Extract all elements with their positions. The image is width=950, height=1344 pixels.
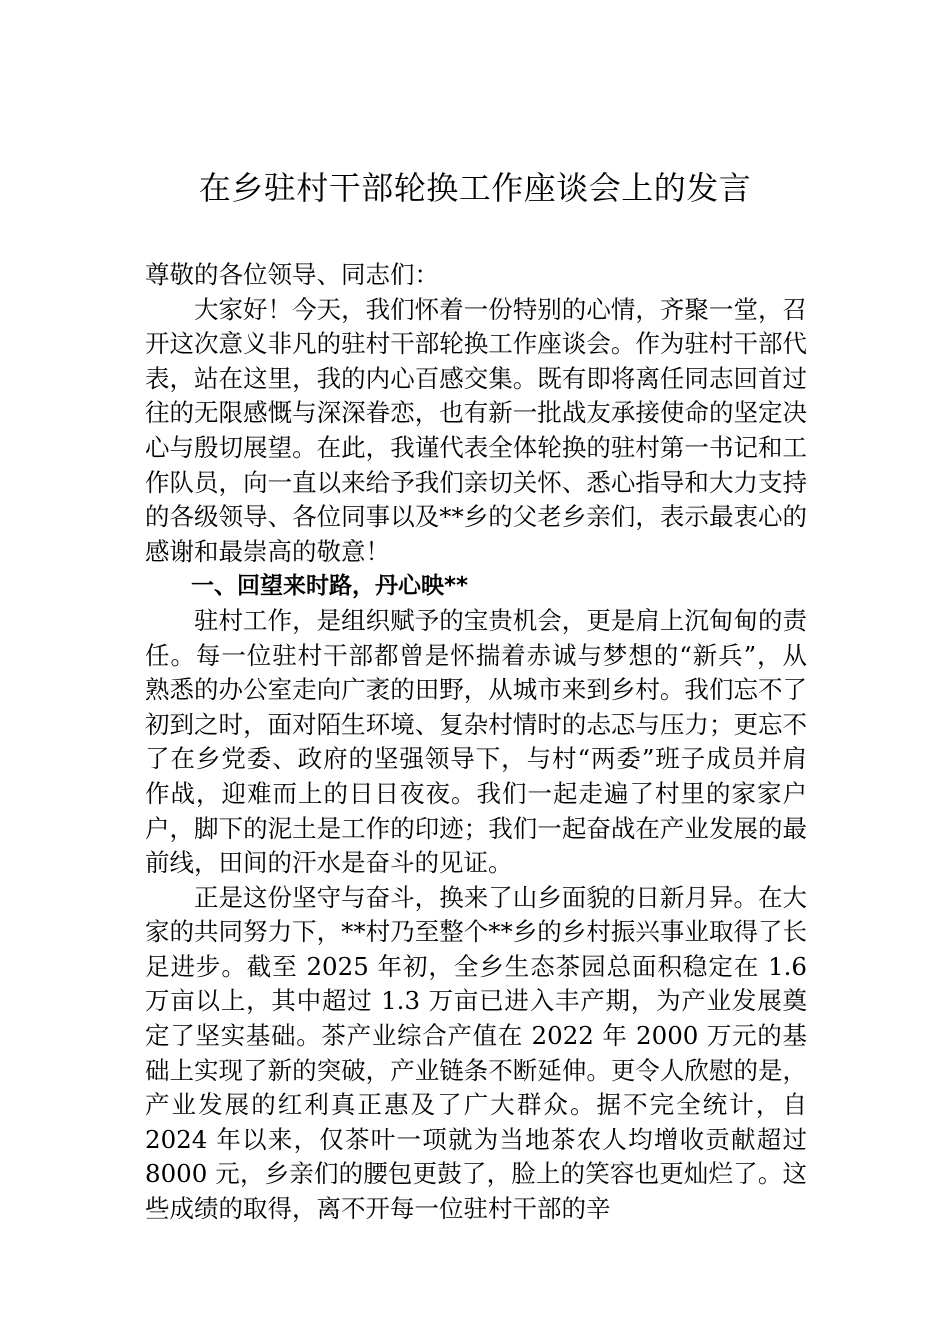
salutation: 尊敬的各位领导、同志们： — [145, 260, 439, 289]
paragraph-achievements: 正是这份坚守与奋斗，换来了山乡面貌的日新月异。在大家的共同努力下，**村乃至整个**乡的乡村振兴事业取得了长足进步。截至 2025 年初，全乡生态茶园总面积稳定在 1.6 万亩以上，其中超过 1.3 万亩已进入丰产期，为产业发展奠定了坚实基础。茶产业综合产值在 2022 年 2000 万元的基础上实现了新的突破，产业链条不断延伸。更令人欣慰的是，产业发展的红利真正惠及了广大群众。据不完全统计，自 2024 年以来，仅茶叶一项就为当地茶农人均增收贡献超过 8000 元，乡亲们的腰包更鼓了，脸上的笑容也更灿烂了。这些成绩的取得，离不开每一位驻村干部的辛 — [145, 882, 807, 1224]
document-title: 在乡驻村干部轮换工作座谈会上的发言 — [198, 169, 752, 207]
paragraph-opening: 大家好！今天，我们怀着一份特别的心情，齐聚一堂，召开这次意义非凡的驻村干部轮换工作座谈会。作为驻村干部代表，站在这里，我的内心百感交集。既有即将离任同志回首过往的无限感慨与深深眷恋，也有新一批战友承接使命的坚定决心与殷切展望。在此，我谨代表全体轮换的驻村第一书记和工作队员，向一直以来给予我们亲切关怀、悉心指导和大力支持的各级领导、各位同事以及**乡的父老乡亲们，表示最衷心的感谢和最崇高的敬意！ — [145, 294, 807, 566]
section-heading-1: 一、回望来时路，丹心映** — [191, 573, 469, 600]
paragraph-review: 驻村工作，是组织赋予的宝贵机会，更是肩上沉甸甸的责任。每一位驻村干部都曾是怀揣着赤诚与梦想的“新兵”，从熟悉的办公室走向广袤的田野，从城市来到乡村。我们忘不了初到之时，面对陌生环境、复杂村情时的忐忑与压力；更忘不了在乡党委、政府的坚强领导下，与村“两委”班子成员并肩作战，迎难而上的日日夜夜。我们一起走遍了村里的家家户户，脚下的泥土是工作的印迹；我们一起奋战在产业发展的最前线，田间的汗水是奋斗的见证。 — [145, 605, 807, 878]
document-body — [145, 258, 807, 1227]
